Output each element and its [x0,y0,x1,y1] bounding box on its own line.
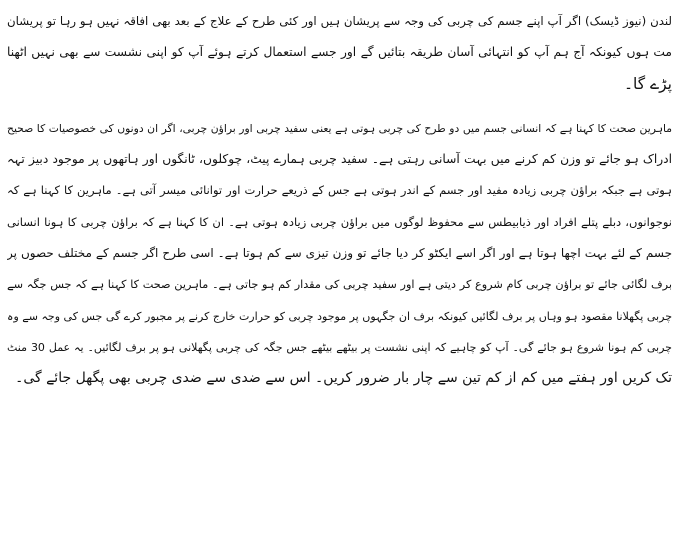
text-line: لندن (نیوز ڈیسک) اگر آپ اپنے جسم کی چربی کی وجہ سے پریشان ہیں اور کئی طرح کے علاج کے بعد بھی افاقہ نہیں ہو رہا تو پریشان [7,14,672,28]
text-line: چربی پگھلانا مقصود ہو وہاں پر برف لگائیں کیونکہ برف ان جگہوں پر موجود چربی کو حرارت خارج کرنے پر مجبور کرے گی جس کی وجہ سے وہ [7,309,672,323]
text-line: چربی کم ہونا شروع ہو جائے گی۔ آپ کو چاہیے کہ اپنی نشست پر بیٹھے بیٹھے جس جگہ کی چربی پگھلانی ہو پر برف لگائیں۔ یہ عمل 30 منٹ [7,340,672,354]
text-line: ہوتی ہے جبکہ براؤن چربی زیادہ مفید اور جسم کے اندر ہوتی ہے جس کے ذریعے حرارت اور توانائی میسر آتی ہے۔ ماہرین کا کہنا ہے کہ [7,183,672,198]
paragraph-intro [7,6,672,100]
text-line: جسم کے لئے بہت اچھا ہوتا ہے اور اگر اسے ایکٹو کر دیا جائے تو وزن تیزی سے کم ہوتا ہے۔ اسی طرح اگر جسم کے مختلف حصوں پر [7,246,672,261]
text-line: برف لگائی جائے تو براؤن چربی کام شروع کر دیتی ہے اور سفید چربی کی مقدار کم ہو جاتی ہے۔ ماہرین صحت کا کہنا ہے کہ جس جگہ سے [7,278,672,292]
text-line: پڑے گا۔ [623,74,672,93]
text-line: ماہرین صحت کا کہنا ہے کہ انسانی جسم میں دو طرح کی چربی ہوتی ہے یعنی سفید چربی اور براؤن چربی، اگر ان دونوں کی خصوصیات کا صحیح [7,121,672,135]
text-line: نوجوانوں، دبلے پتلے افراد اور ذیابیطس سے محفوظ لوگوں میں براؤن چربی زیادہ ہوتی ہے۔ ان کا کہنا ہے کہ براؤن چربی کا ہونا انسانی [7,214,672,229]
text-line: تک کریں اور ہفتے میں کم از کم تین سے چار بار ضرور کریں۔ اس سے ضدی سے ضدی چربی بھی پگھل جائے گی۔ [15,370,672,387]
text-line: مت ہوں کیونکہ آج ہم آپ کو انتہائی آسان طریقہ بتائیں گے اور جسے استعمال کرتے ہوئے آپ کو اپنی نشست سے بھی نہیں اٹھنا [7,45,672,60]
paragraph-experts [7,113,672,395]
paragraph-spacer [7,100,672,113]
text-line: ادراک ہو جائے تو وزن کم کرنے میں بہت آسانی رہتی ہے۔ سفید چربی ہمارے پیٹ، چوکلوں، ٹانگوں اور ہاتھوں پر موجود دبیز تہہ [7,152,672,167]
